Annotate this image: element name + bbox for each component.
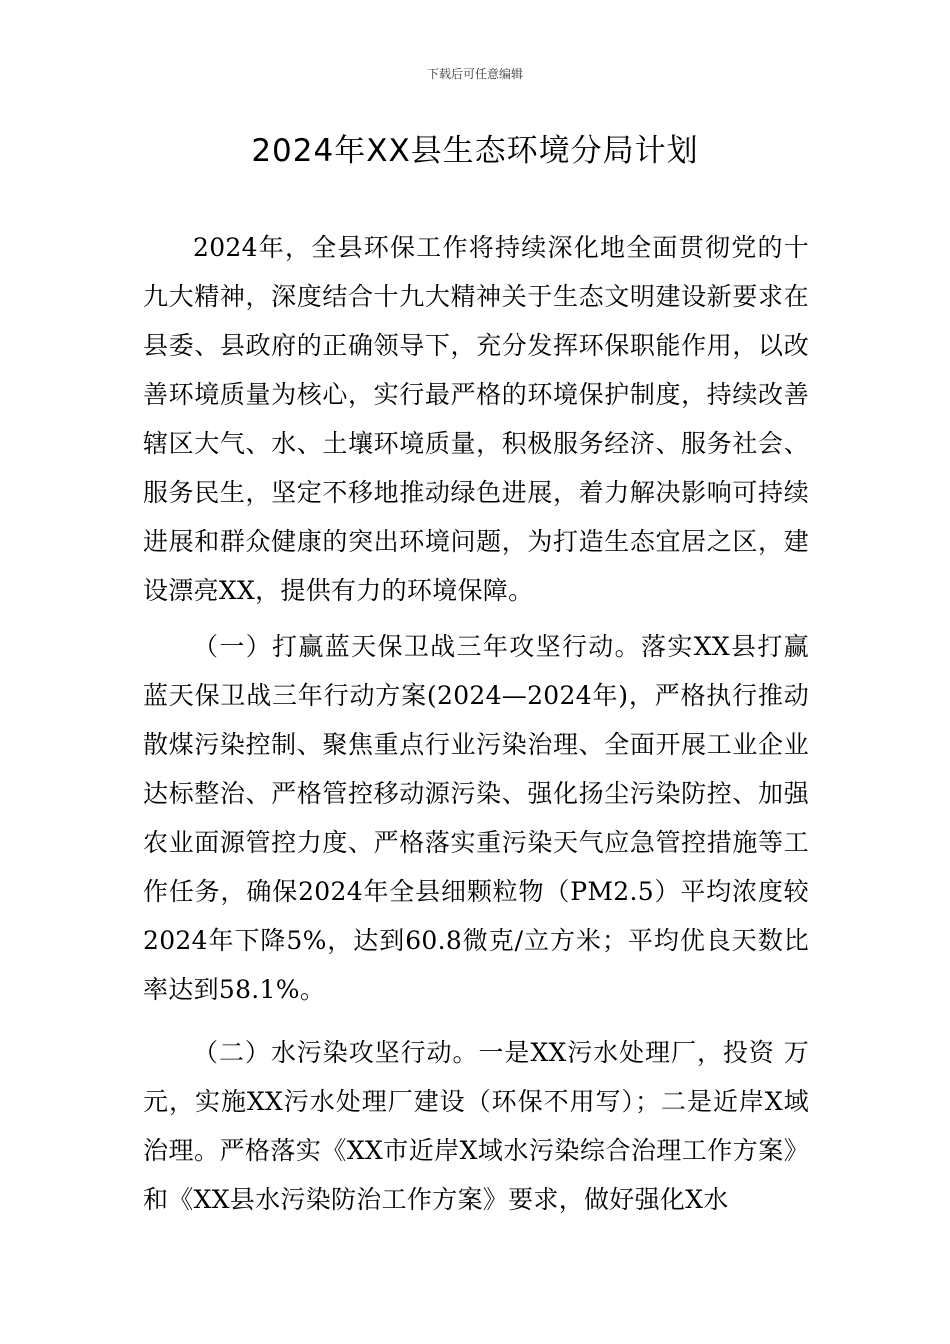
- paragraph-intro: 2024年，全县环保工作将持续深化地全面贯彻党的十九大精神，深度结合十九大精神关于生态文明建设新要求在县委、县政府的正确领导下，充分发挥环保职能作用，以改善环境质量为核心，实行最严格的环境保护制度，持续改善辖区大气、水、土壤环境质量，积极服务经济、服务社会、服务民生，坚定不移地推动绿色进展，着力解决影响可持续进展和群众健康的突出环境问题，为打造生态宜居之区，建设漂亮XX，提供有力的环境保障。: [143, 233, 809, 605]
- paragraph-blue-sky: （一）打赢蓝天保卫战三年攻坚行动。落实XX县打赢蓝天保卫战三年行动方案(2024—2024年)，严格执行推动散煤污染控制、聚焦重点行业污染治理、全面开展工业企业达标整治、严格管控移动源污染、强化扬尘污染防控、加强农业面源管控力度、严格落实重污染天气应急管控措施等工作任务，确保2024年全县细颗粒物（PM2.5）平均浓度较2024年下降5%，达到60.8微克/立方米；平均优良天数比率达到58.1%。: [143, 632, 809, 1004]
- document-body: [143, 223, 809, 1231]
- header-note: 下载后可任意编辑: [426, 67, 523, 81]
- document-title: 2024年XX县生态环境分局计划: [251, 133, 699, 169]
- paragraph-water-pollution: （二）水污染攻坚行动。一是XX污水处理厂，投资 万元，实施XX污水处理厂建设（环保不用写）；二是近岸X域治理。严格落实《XX市近岸X域水污染综合治理工作方案》和《XX县水污染防治工作方案》要求，做好强化X水: [143, 1038, 809, 1214]
